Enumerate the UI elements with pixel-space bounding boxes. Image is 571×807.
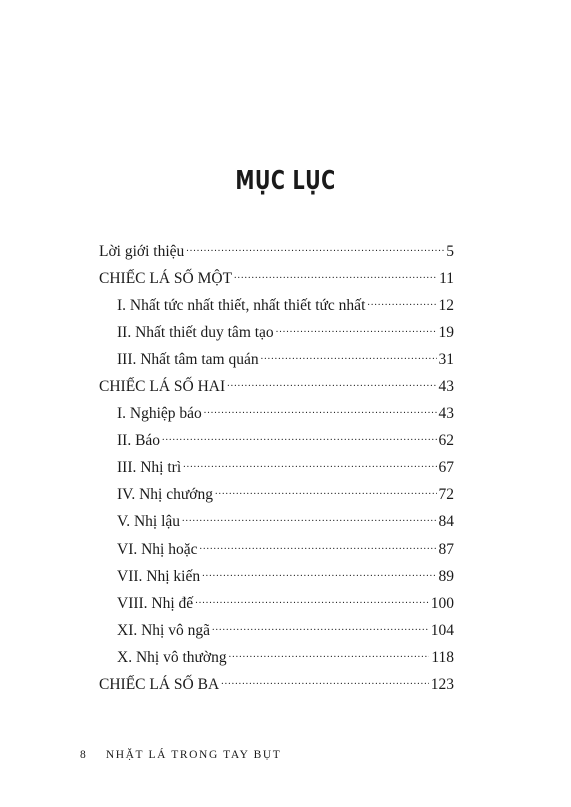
toc-entry-page: 87 <box>438 540 454 558</box>
dot-leader <box>204 403 437 419</box>
toc-entry[interactable] <box>99 375 454 402</box>
toc-entry-title: III. Nhị trì <box>117 459 182 477</box>
toc-entry-title: CHIẾC LÁ SỐ BA <box>99 676 220 693</box>
dot-leader <box>183 457 436 473</box>
toc-entry-title: V. Nhị lậu <box>117 513 181 531</box>
dot-leader <box>195 592 429 608</box>
toc-entry[interactable] <box>99 511 454 538</box>
table-of-contents <box>99 240 454 701</box>
toc-entry[interactable] <box>99 457 454 484</box>
toc-entry[interactable] <box>99 403 454 430</box>
dot-leader <box>182 511 436 527</box>
toc-entry-page: 67 <box>438 459 454 477</box>
dot-leader <box>202 565 436 581</box>
page-footer <box>80 749 281 761</box>
dot-leader <box>221 674 429 690</box>
toc-entry-title: XI. Nhị vô ngã <box>117 621 210 639</box>
toc-entry-page: 43 <box>438 405 454 423</box>
page-number: 8 <box>80 749 88 761</box>
toc-entry-title: II. Nhất thiết duy tâm tạo <box>117 323 274 341</box>
toc-entry[interactable] <box>99 592 454 619</box>
dot-leader <box>200 538 437 554</box>
toc-entry[interactable] <box>99 484 454 511</box>
toc-entry-title: VI. Nhị hoặc <box>117 540 198 558</box>
toc-entry-page: 104 <box>430 621 454 639</box>
dot-leader <box>227 375 436 391</box>
toc-entry-page: 19 <box>438 323 454 341</box>
toc-entry-page: 12 <box>438 296 454 314</box>
toc-entry-title: IV. Nhị chướng <box>117 486 213 504</box>
toc-entry-title: Lời giới thiệu <box>99 242 185 260</box>
toc-entry[interactable] <box>99 267 454 294</box>
dot-leader <box>261 348 437 364</box>
dot-leader <box>229 646 430 662</box>
page-title: MỤC LỤC <box>235 166 336 196</box>
toc-entry-page: 5 <box>446 242 454 260</box>
toc-entry-title: X. Nhị vô thường <box>117 648 227 666</box>
toc-entry[interactable] <box>99 240 454 267</box>
toc-entry[interactable] <box>99 430 454 457</box>
toc-entry-title: CHIẾC LÁ SỐ MỘT <box>99 269 233 287</box>
toc-entry-title: I. Nghiệp báo <box>117 405 202 423</box>
toc-entry-page: 43 <box>438 377 454 395</box>
dot-leader <box>276 321 437 337</box>
toc-entry-title: I. Nhất tức nhất thiết, nhất thiết tức nhất <box>117 296 366 314</box>
toc-entry[interactable] <box>99 538 454 565</box>
running-title: NHẶT LÁ TRONG TAY BỤT <box>105 749 282 761</box>
toc-entry[interactable] <box>99 646 454 673</box>
toc-entry-page: 100 <box>430 594 454 612</box>
toc-entry[interactable] <box>99 321 454 348</box>
toc-entry-page: 31 <box>438 350 454 368</box>
toc-entry-title: VII. Nhị kiến <box>117 567 201 585</box>
toc-entry-page: 72 <box>438 486 454 504</box>
toc-entry-page: 123 <box>430 676 454 693</box>
toc-entry[interactable] <box>99 348 454 375</box>
toc-entry[interactable] <box>99 619 454 646</box>
dot-leader <box>162 430 436 446</box>
toc-entry-title: VIII. Nhị đế <box>117 594 194 612</box>
toc-entry-page: 84 <box>438 513 454 531</box>
toc-entry[interactable] <box>99 565 454 592</box>
dot-leader <box>367 294 436 310</box>
toc-entry-page: 89 <box>438 567 454 585</box>
dot-leader <box>212 619 429 635</box>
toc-entry-page: 118 <box>431 648 454 666</box>
toc-entry-title: II. Báo <box>117 432 161 450</box>
toc-entry-title: III. Nhất tâm tam quán <box>117 350 259 368</box>
dot-leader <box>234 267 437 283</box>
dot-leader <box>215 484 437 500</box>
toc-entry[interactable] <box>99 674 454 701</box>
dot-leader <box>186 240 444 256</box>
toc-entry[interactable] <box>99 294 454 321</box>
toc-entry-page: 11 <box>439 269 454 287</box>
toc-entry-page: 62 <box>438 432 454 450</box>
toc-entry-title: CHIẾC LÁ SỐ HAI <box>99 377 226 395</box>
